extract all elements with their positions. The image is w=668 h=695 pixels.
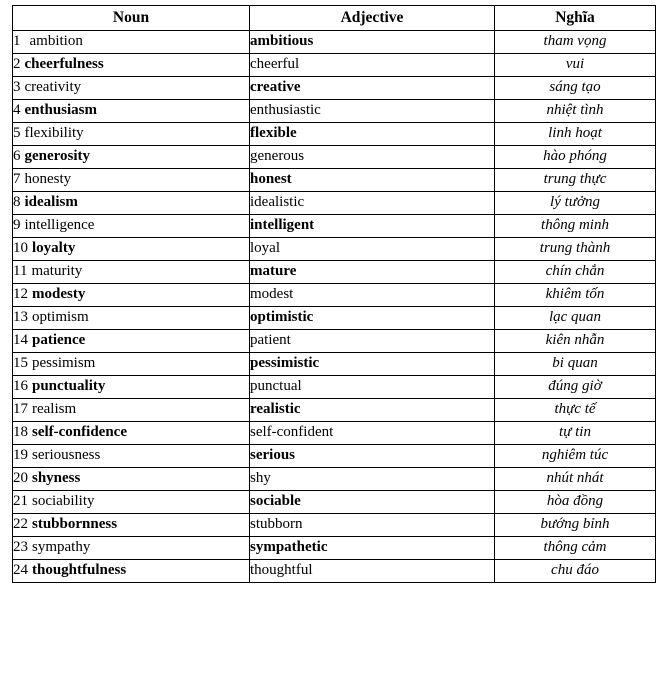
cell-meaning: kiên nhẫn xyxy=(495,330,656,353)
cell-adjective xyxy=(250,307,495,330)
table-row xyxy=(13,77,656,100)
cell-adjective xyxy=(250,537,495,560)
noun-text: generosity xyxy=(24,148,91,165)
table-header xyxy=(13,6,656,31)
cell-meaning: trung thực xyxy=(495,169,656,192)
cell-adjective xyxy=(250,77,495,100)
noun-text: cheerfulness xyxy=(24,56,104,73)
cell-adjective xyxy=(250,169,495,192)
adjective-text: sympathetic xyxy=(250,539,328,556)
row-number: 24 xyxy=(13,562,28,579)
cell-adjective xyxy=(250,468,495,491)
adjective-text: mature xyxy=(250,263,297,280)
cell-meaning: tự tin xyxy=(495,422,656,445)
table-row xyxy=(13,445,656,468)
cell-noun xyxy=(13,284,250,307)
adjective-text: enthusiastic xyxy=(250,102,321,119)
cell-meaning: khiêm tốn xyxy=(495,284,656,307)
noun-text: ambition xyxy=(29,33,83,50)
row-number: 20 xyxy=(13,470,28,487)
noun-text: thoughtfulness xyxy=(32,562,127,579)
cell-meaning: vui xyxy=(495,54,656,77)
table-row xyxy=(13,169,656,192)
noun-text: creativity xyxy=(24,79,82,96)
cell-adjective xyxy=(250,376,495,399)
noun-text: honesty xyxy=(24,171,72,188)
cell-meaning: đúng giờ xyxy=(495,376,656,399)
row-number: 21 xyxy=(13,493,28,510)
adjective-text: thoughtful xyxy=(250,562,313,579)
cell-meaning: chín chắn xyxy=(495,261,656,284)
cell-noun xyxy=(13,491,250,514)
cell-adjective xyxy=(250,123,495,146)
cell-adjective xyxy=(250,422,495,445)
noun-text: patience xyxy=(32,332,86,349)
cell-meaning: linh hoạt xyxy=(495,123,656,146)
cell-adjective xyxy=(250,491,495,514)
cell-noun xyxy=(13,376,250,399)
adjective-text: intelligent xyxy=(250,217,315,234)
row-number: 14 xyxy=(13,332,28,349)
row-number: 11 xyxy=(13,263,28,280)
cell-noun xyxy=(13,537,250,560)
adjective-text: sociable xyxy=(250,493,301,510)
cell-adjective xyxy=(250,353,495,376)
adjective-text: cheerful xyxy=(250,56,300,73)
noun-text: punctuality xyxy=(32,378,106,395)
row-number: 17 xyxy=(13,401,28,418)
noun-text: flexibility xyxy=(24,125,84,142)
cell-noun xyxy=(13,353,250,376)
adjective-text: shy xyxy=(250,470,271,487)
row-number: 19 xyxy=(13,447,28,464)
cell-noun xyxy=(13,146,250,169)
noun-text: enthusiasm xyxy=(24,102,98,119)
cell-adjective xyxy=(250,560,495,583)
cell-noun xyxy=(13,307,250,330)
adjective-text: optimistic xyxy=(250,309,314,326)
table-row xyxy=(13,31,656,54)
table-row xyxy=(13,54,656,77)
adjective-text: self-confident xyxy=(250,424,334,441)
cell-noun xyxy=(13,514,250,537)
cell-noun xyxy=(13,468,250,491)
adjective-text: honest xyxy=(250,171,292,188)
noun-text: pessimism xyxy=(32,355,96,372)
adjective-text: generous xyxy=(250,148,305,165)
cell-meaning: chu đáo xyxy=(495,560,656,583)
table-row xyxy=(13,491,656,514)
noun-text: modesty xyxy=(32,286,86,303)
row-number: 5 xyxy=(13,125,21,142)
noun-text: idealism xyxy=(24,194,78,211)
table-row xyxy=(13,284,656,307)
row-number: 10 xyxy=(13,240,28,257)
adjective-text: realistic xyxy=(250,401,301,418)
cell-adjective xyxy=(250,54,495,77)
cell-adjective xyxy=(250,238,495,261)
cell-meaning: trung thành xyxy=(495,238,656,261)
cell-meaning: tham vọng xyxy=(495,31,656,54)
vocabulary-table xyxy=(12,5,656,583)
cell-adjective xyxy=(250,100,495,123)
cell-meaning: lạc quan xyxy=(495,307,656,330)
row-number: 15 xyxy=(13,355,28,372)
table-row xyxy=(13,468,656,491)
table-row xyxy=(13,399,656,422)
cell-adjective xyxy=(250,192,495,215)
table-row xyxy=(13,376,656,399)
adjective-text: idealistic xyxy=(250,194,305,211)
adjective-text: flexible xyxy=(250,125,297,142)
cell-adjective xyxy=(250,146,495,169)
cell-noun xyxy=(13,422,250,445)
noun-text: realism xyxy=(32,401,77,418)
adjective-text: punctual xyxy=(250,378,302,395)
adjective-text: patient xyxy=(250,332,291,349)
table-row xyxy=(13,261,656,284)
row-number: 18 xyxy=(13,424,28,441)
table-row xyxy=(13,123,656,146)
noun-text: sympathy xyxy=(32,539,91,556)
row-number: 23 xyxy=(13,539,28,556)
row-number: 12 xyxy=(13,286,28,303)
cell-noun xyxy=(13,261,250,284)
column-header-meaning: Nghĩa xyxy=(495,6,656,31)
cell-adjective xyxy=(250,284,495,307)
adjective-text: modest xyxy=(250,286,294,303)
table-row xyxy=(13,100,656,123)
cell-adjective xyxy=(250,215,495,238)
cell-meaning: nghiêm túc xyxy=(495,445,656,468)
noun-text: optimism xyxy=(32,309,89,326)
cell-adjective xyxy=(250,399,495,422)
table-row xyxy=(13,307,656,330)
cell-noun xyxy=(13,77,250,100)
cell-meaning: thông cảm xyxy=(495,537,656,560)
table-row xyxy=(13,330,656,353)
cell-adjective xyxy=(250,261,495,284)
cell-meaning: bướng bỉnh xyxy=(495,514,656,537)
table-row xyxy=(13,238,656,261)
table-row xyxy=(13,560,656,583)
cell-noun xyxy=(13,100,250,123)
adjective-text: loyal xyxy=(250,240,280,257)
noun-text: stubbornness xyxy=(32,516,118,533)
cell-adjective xyxy=(250,31,495,54)
column-header-noun: Noun xyxy=(13,6,250,31)
row-number: 2 xyxy=(13,56,21,73)
cell-noun xyxy=(13,238,250,261)
cell-meaning: lý tưởng xyxy=(495,192,656,215)
noun-text: intelligence xyxy=(24,217,95,234)
table-row xyxy=(13,514,656,537)
row-number: 13 xyxy=(13,309,28,326)
table-row xyxy=(13,537,656,560)
cell-noun xyxy=(13,31,250,54)
noun-text: seriousness xyxy=(32,447,101,464)
column-header-adjective: Adjective xyxy=(250,6,495,31)
row-number: 8 xyxy=(13,194,21,211)
table-header-row xyxy=(13,6,656,31)
cell-noun xyxy=(13,54,250,77)
cell-noun xyxy=(13,123,250,146)
noun-text: maturity xyxy=(31,263,83,280)
cell-noun xyxy=(13,215,250,238)
cell-noun xyxy=(13,445,250,468)
cell-noun xyxy=(13,560,250,583)
row-number: 22 xyxy=(13,516,28,533)
adjective-text: ambitious xyxy=(250,33,314,50)
adjective-text: creative xyxy=(250,79,301,96)
row-number: 16 xyxy=(13,378,28,395)
cell-meaning: nhút nhát xyxy=(495,468,656,491)
table-row xyxy=(13,353,656,376)
row-number: 1 xyxy=(13,33,21,50)
row-number: 9 xyxy=(13,217,21,234)
adjective-text: pessimistic xyxy=(250,355,320,372)
row-number: 3 xyxy=(13,79,21,96)
cell-noun xyxy=(13,169,250,192)
table-row xyxy=(13,146,656,169)
table-row xyxy=(13,422,656,445)
cell-noun xyxy=(13,192,250,215)
cell-meaning: hòa đồng xyxy=(495,491,656,514)
noun-text: sociability xyxy=(32,493,95,510)
row-number: 4 xyxy=(13,102,21,119)
cell-meaning: hào phóng xyxy=(495,146,656,169)
cell-noun xyxy=(13,399,250,422)
cell-adjective xyxy=(250,330,495,353)
cell-meaning: nhiệt tình xyxy=(495,100,656,123)
cell-meaning: sáng tạo xyxy=(495,77,656,100)
cell-adjective xyxy=(250,514,495,537)
cell-meaning: thực tế xyxy=(495,399,656,422)
noun-text: shyness xyxy=(32,470,81,487)
adjective-text: serious xyxy=(250,447,295,464)
table-row xyxy=(13,192,656,215)
cell-meaning: thông minh xyxy=(495,215,656,238)
row-number: 7 xyxy=(13,171,21,188)
cell-meaning: bi quan xyxy=(495,353,656,376)
row-number: 6 xyxy=(13,148,21,165)
table-body xyxy=(13,31,656,583)
noun-text: self-confidence xyxy=(32,424,127,441)
table-row xyxy=(13,215,656,238)
cell-adjective xyxy=(250,445,495,468)
noun-text: loyalty xyxy=(32,240,76,257)
adjective-text: stubborn xyxy=(250,516,303,533)
cell-noun xyxy=(13,330,250,353)
